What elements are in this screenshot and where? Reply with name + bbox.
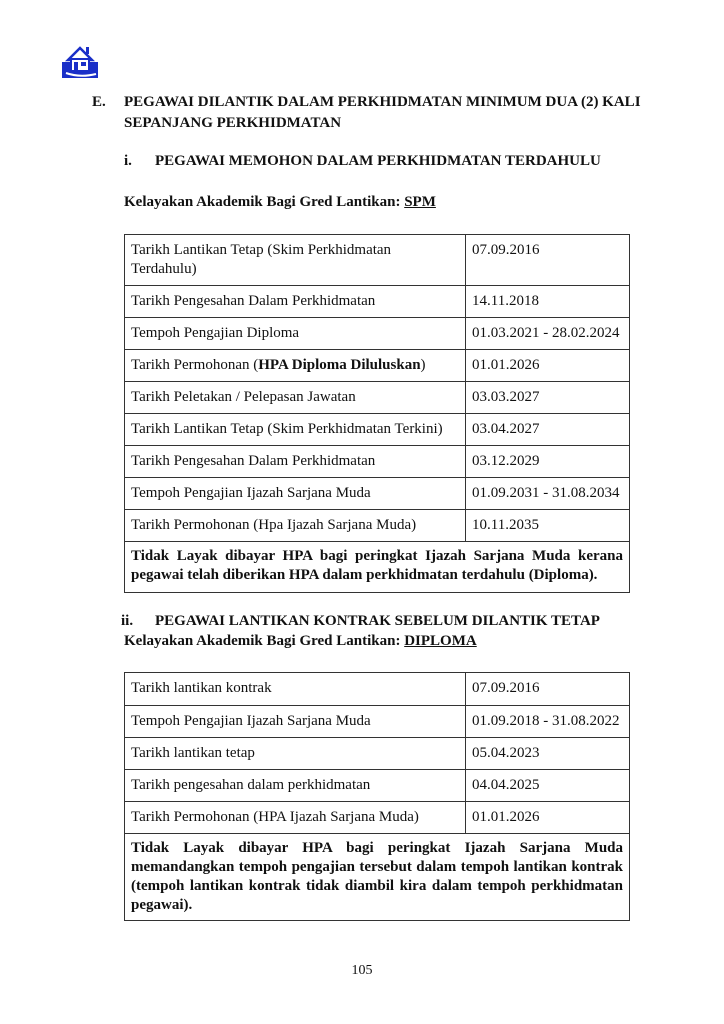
row-value: 07.09.2016 (466, 673, 630, 706)
table-row (125, 382, 630, 414)
label-post: ) (420, 357, 426, 373)
sub-i-title: PEGAWAI MEMOHON DALAM PERKHIDMATAN TERDAHULU (155, 153, 601, 169)
row-label: Tarikh Lantikan Tetap (Skim Perkhidmatan Terkini) (125, 414, 466, 446)
row-value: 04.04.2025 (466, 770, 630, 802)
table-row (125, 318, 630, 350)
row-value: 10.11.2035 (466, 510, 630, 542)
table-row (125, 673, 630, 706)
row-value: 03.03.2027 (466, 382, 630, 414)
row-label: Tarikh Permohonan (Hpa Ijazah Sarjana Muda) (125, 510, 466, 542)
qual-value: DIPLOMA (404, 633, 477, 649)
sub-i-label: i. (124, 153, 132, 169)
section-e-label: E. (92, 94, 106, 110)
row-value: 01.01.2026 (466, 802, 630, 834)
table-row (125, 446, 630, 478)
row-value: 01.01.2026 (466, 350, 630, 382)
table-note-row (125, 542, 630, 593)
house-logo (60, 44, 100, 80)
section-e-title-1: PEGAWAI DILANTIK DALAM PERKHIDMATAN MINIMUM DUA (2) KALI (124, 94, 641, 110)
table-note: Tidak Layak dibayar HPA bagi peringkat Ijazah Sarjana Muda kerana pegawai telah diberikan HPA dalam perkhidmatan terdahulu (Diploma). (125, 542, 630, 593)
table-row (125, 235, 630, 286)
row-label: Tarikh Pengesahan Dalam Perkhidmatan (125, 286, 466, 318)
row-label (125, 350, 466, 382)
row-label: Tarikh lantikan tetap (125, 738, 466, 770)
table-row (125, 770, 630, 802)
table-row (125, 286, 630, 318)
qual-prefix: Kelayakan Akademik Bagi Gred Lantikan: (124, 633, 405, 649)
page-number: 105 (351, 963, 373, 978)
row-label: Tarikh Permohonan (HPA Ijazah Sarjana Muda) (125, 802, 466, 834)
table-row (125, 802, 630, 834)
table-row (125, 414, 630, 446)
table-note-row (125, 834, 630, 921)
sub-ii-label: ii. (121, 613, 134, 629)
table-note: Tidak Layak dibayar HPA bagi peringkat Ijazah Sarjana Muda memandangkan tempoh pengajian tersebut dalam tempoh lantikan kontrak (tempoh lantikan kontrak tidak diambil kira dalam tempoh perkhidmatan pegawai). (125, 834, 630, 921)
table-row (125, 510, 630, 542)
row-value: 01.09.2031 - 31.08.2034 (466, 478, 630, 510)
row-label: Tempoh Pengajian Diploma (125, 318, 466, 350)
label-bold: HPA Diploma Diluluskan (258, 357, 421, 373)
table-2 (124, 672, 630, 921)
label-pre: Tarikh Permohonan ( (131, 357, 259, 373)
qual-prefix: Kelayakan Akademik Bagi Gred Lantikan: (124, 194, 405, 210)
row-value: 05.04.2023 (466, 738, 630, 770)
row-value: 14.11.2018 (466, 286, 630, 318)
table-1 (124, 234, 630, 593)
row-value: 01.09.2018 - 31.08.2022 (466, 706, 630, 738)
sub-i-qualification (124, 194, 436, 211)
sub-ii-qualification (124, 633, 477, 650)
table-row (125, 738, 630, 770)
row-label: Tarikh Pengesahan Dalam Perkhidmatan (125, 446, 466, 478)
table-row (125, 706, 630, 738)
qual-value: SPM (404, 194, 436, 210)
row-label: Tempoh Pengajian Ijazah Sarjana Muda (125, 706, 466, 738)
row-value: 01.03.2021 - 28.02.2024 (466, 318, 630, 350)
row-label: Tarikh Lantikan Tetap (Skim Perkhidmatan Terdahulu) (125, 235, 466, 286)
row-value: 03.04.2027 (466, 414, 630, 446)
sub-ii-title: PEGAWAI LANTIKAN KONTRAK SEBELUM DILANTIK TETAP (155, 613, 600, 629)
row-label: Tarikh lantikan kontrak (125, 673, 466, 706)
row-label: Tarikh Peletakan / Pelepasan Jawatan (125, 382, 466, 414)
row-value: 03.12.2029 (466, 446, 630, 478)
table-row (125, 478, 630, 510)
table-row (125, 350, 630, 382)
row-label: Tempoh Pengajian Ijazah Sarjana Muda (125, 478, 466, 510)
row-label: Tarikh pengesahan dalam perkhidmatan (125, 770, 466, 802)
row-value: 07.09.2016 (466, 235, 630, 286)
section-e-title-2: SEPANJANG PERKHIDMATAN (124, 115, 342, 131)
